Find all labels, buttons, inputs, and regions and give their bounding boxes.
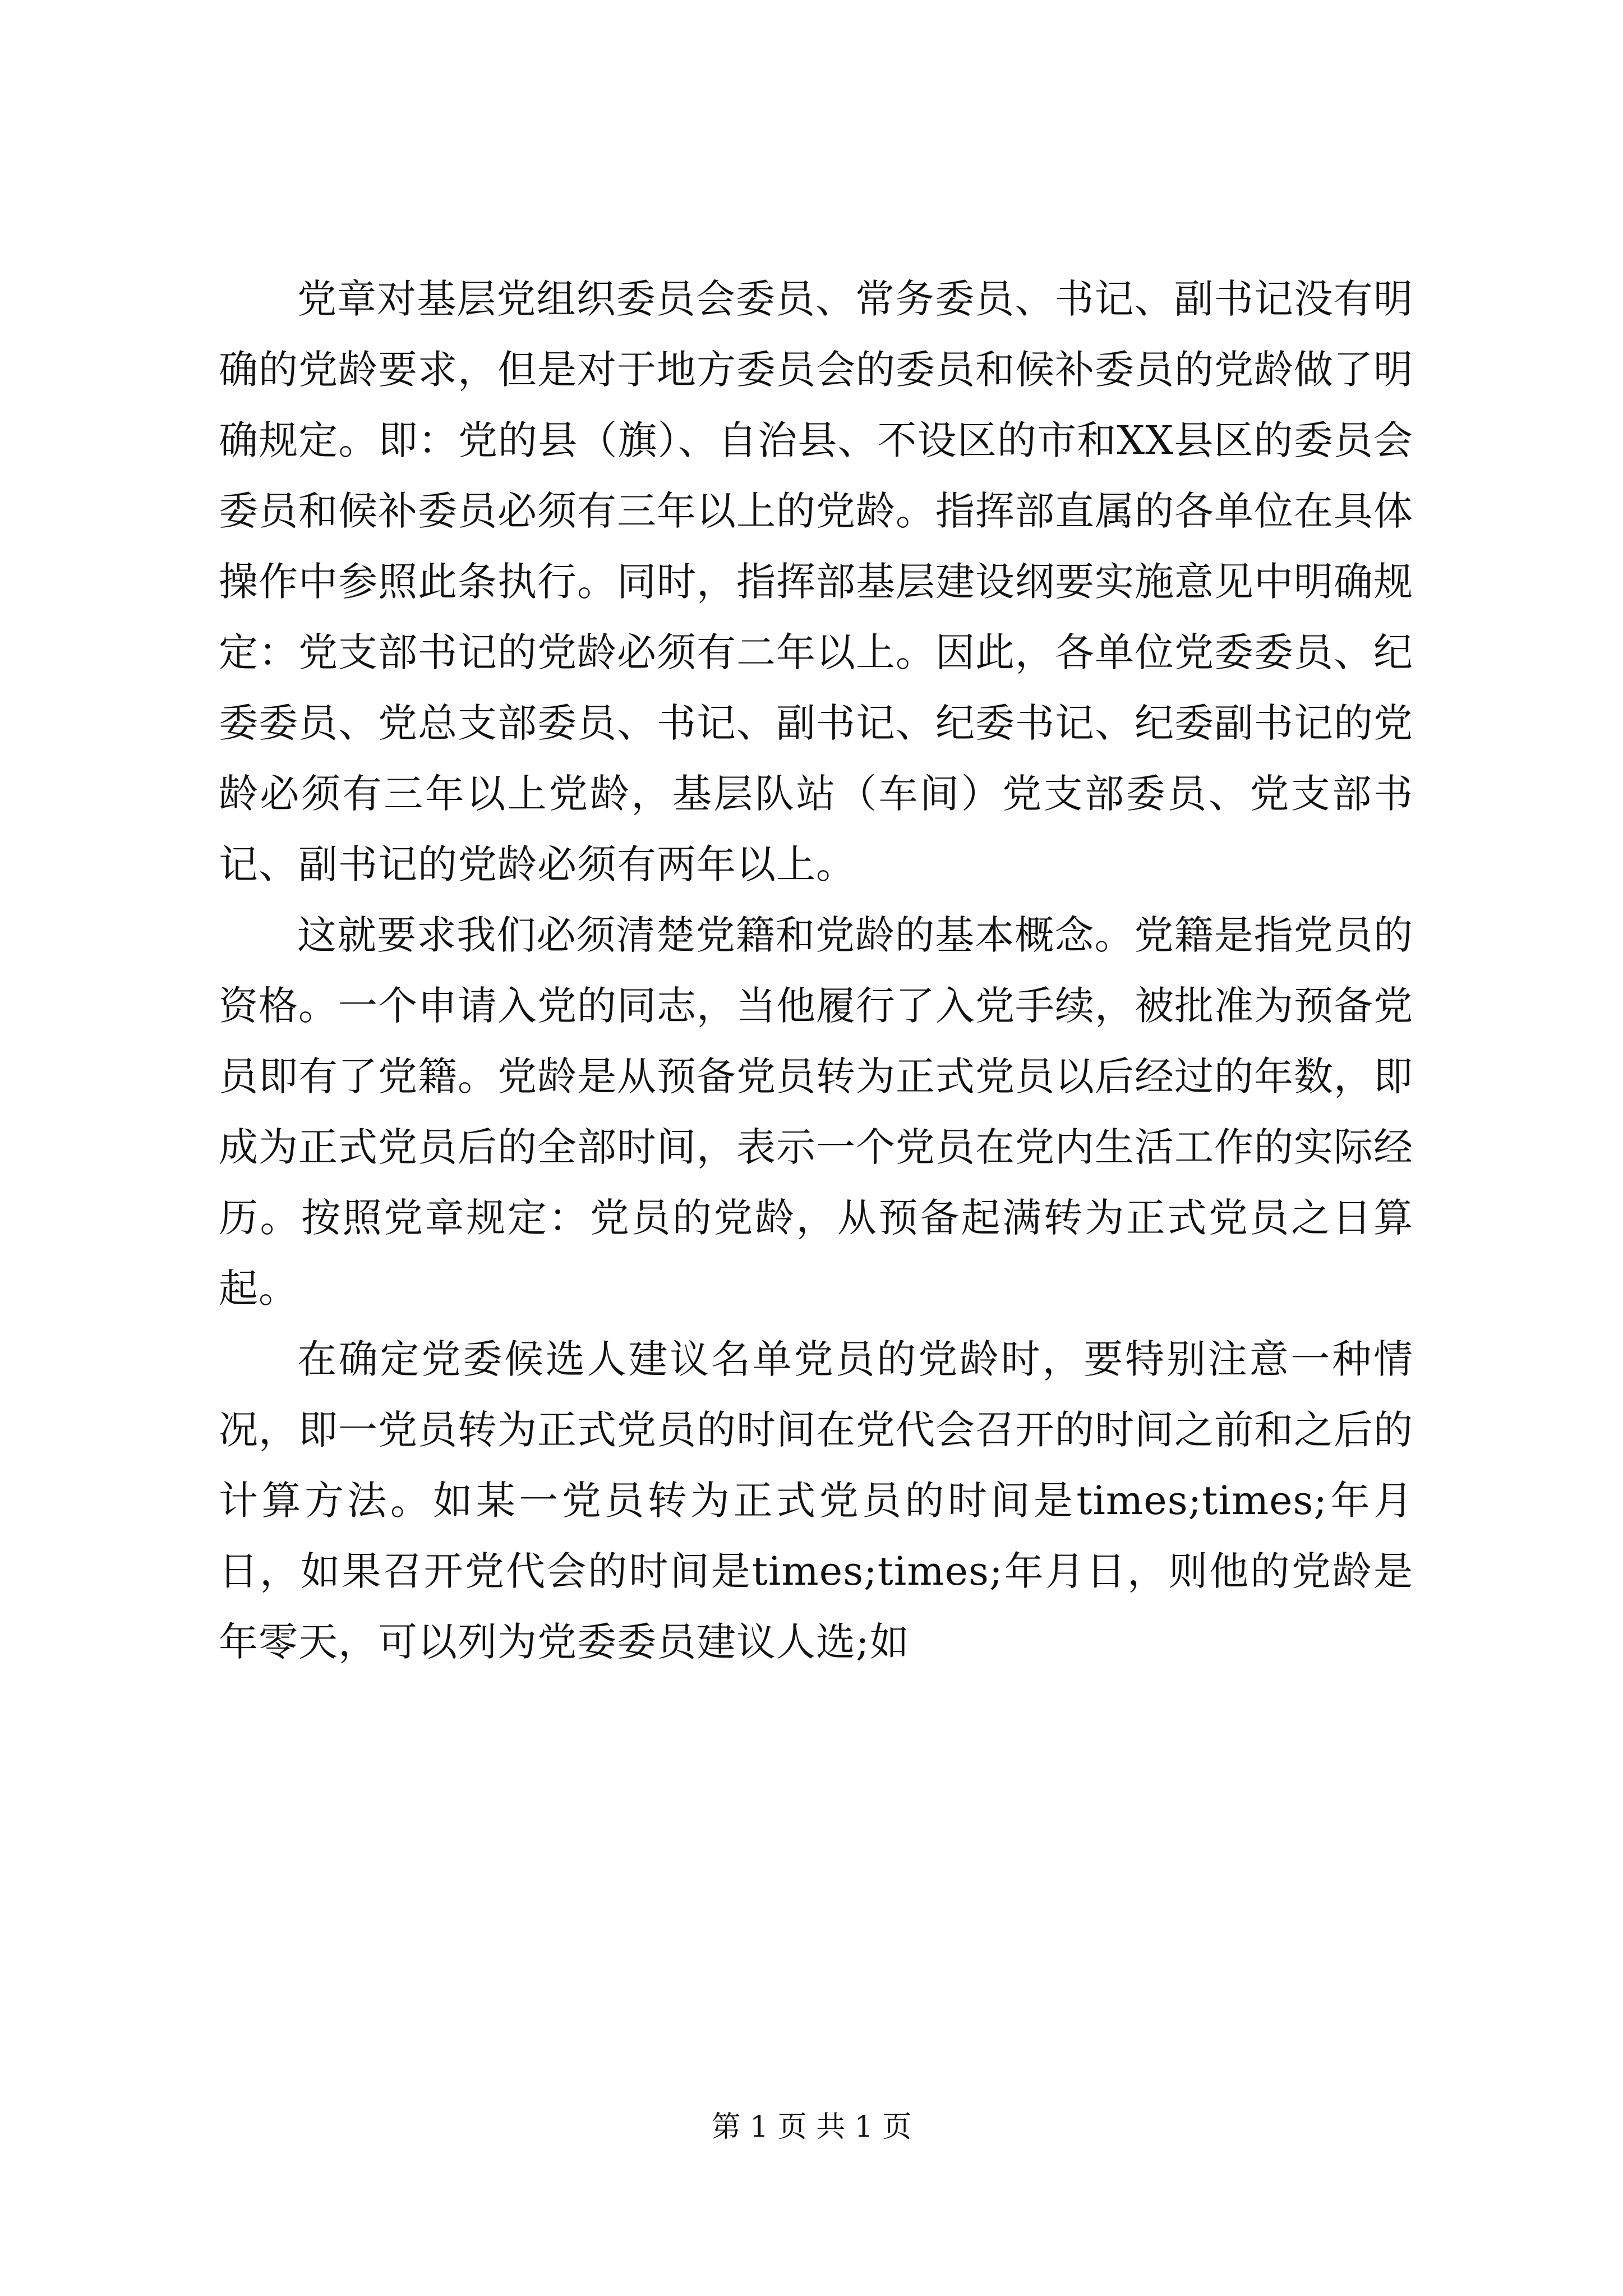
paragraph-1: 党章对基层党组织委员会委员、常务委员、书记、副书记没有明确的党龄要求，但是对于地方委员会的委员和候补委员的党龄做了明确规定。即：党的县（旗）、自治县、不设区的市和XX县区的委员会委员和候补委员必须有三年以上的党龄。指挥部直属的各单位在具体操作中参照此条执行。同时，指挥部基层建设纲要实施意见中明确规定：党支部书记的党龄必须有二年以上。因此，各单位党委委员、纪委委员、党总支部委员、书记、副书记、纪委书记、纪委副书记的党龄必须有三年以上党龄，基层队站（车间）党支部委员、党支部书记、副书记的党龄必须有两年以上。 bbox=[219, 276, 1413, 887]
paragraph-3: 在确定党委候选人建议名单党员的党龄时，要特别注意一种情况，即一党员转为正式党员的时间在党代会召开的时间之前和之后的计算方法。如某一党员转为正式党员的时间是times;times;年月日，如果召开党代会的时间是times;times;年月日，则他的党龄是年零天，可以列为党委委员建议人选;如 bbox=[219, 1336, 1413, 1665]
paragraph-2: 这就要求我们必须清楚党籍和党龄的基本概念。党籍是指党员的资格。一个申请入党的同志，当他履行了入党手续，被批准为预备党员即有了党籍。党龄是从预备党员转为正式党员以后经过的年数，即成为正式党员后的全部时间，表示一个党员在党内生活工作的实际经历。按照党章规定：党员的党龄，从预备起满转为正式党员之日算起。 bbox=[219, 912, 1413, 1312]
document-body bbox=[219, 264, 1413, 1677]
page-footer: 第 1 页 共 1 页 bbox=[711, 2110, 912, 2144]
